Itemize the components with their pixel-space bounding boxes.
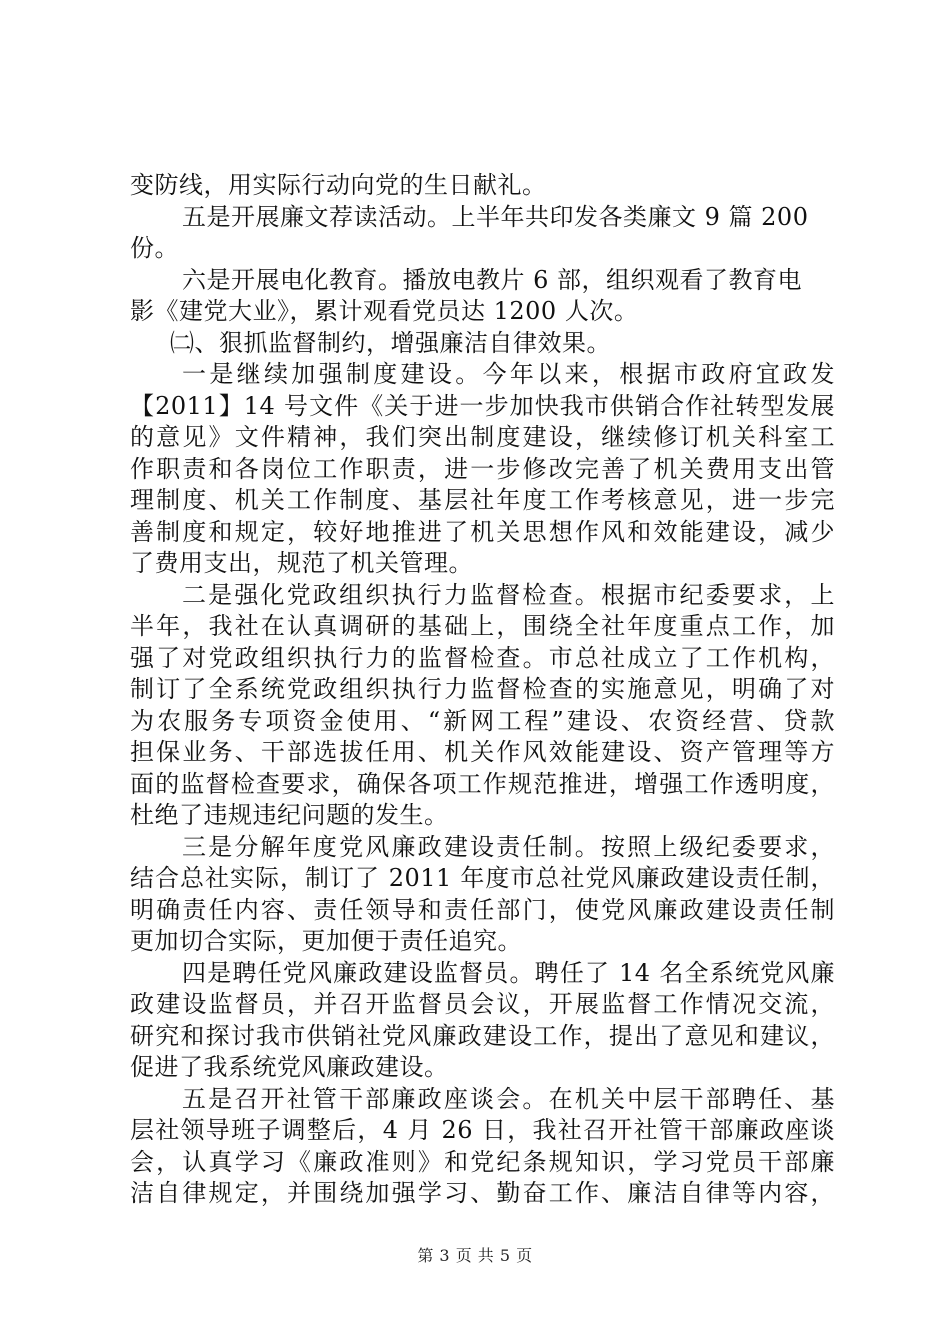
text-line: 【2011】14 号文件《关于进一步加快我市供销合作社转型发展 [130, 391, 835, 420]
text-line: 制订了全系统党政组织执行力监督检查的实施意见，明确了对 [130, 675, 835, 703]
text-line: 二是强化党政组织执行力监督检查。根据市纪委要求，上 [182, 580, 835, 609]
text-line: 善制度和规定，较好地推进了机关思想作风和效能建设，减少 [130, 517, 835, 546]
page-footer: 第 3 页 共 5 页 [417, 1246, 533, 1265]
text-line: 层社领导班子调整后，4 月 26 日，我社召开社管干部廉政座谈 [130, 1116, 835, 1144]
text-line: 明确责任内容、责任领导和责任部门，使党风廉政建设责任制 [130, 895, 835, 924]
text-line: 更加切合实际，更加便于责任追究。 [130, 927, 522, 955]
text-line: 变防线，用实际行动向党的生日献礼。 [130, 171, 547, 199]
text-line: 洁自律规定，并围绕加强学习、勤奋工作、廉洁自律等内容， [130, 1179, 835, 1207]
text-line: 了费用支出，规范了机关管理。 [130, 549, 473, 577]
text-line: 为农服务专项资金使用、“新网工程”建设、农资经营、贷款 [130, 706, 835, 735]
text-line: 三是分解年度党风廉政建设责任制。按照上级纪委要求， [182, 832, 835, 861]
text-line: 促进了我系统党风廉政建设。 [130, 1053, 449, 1081]
text-line: 研究和探讨我市供销社党风廉政建设工作，提出了意见和建议， [130, 1021, 835, 1050]
text-line: 份。 [130, 234, 179, 262]
text-line: ㈡、狠抓监督制约，增强廉洁自律效果。 [170, 328, 611, 357]
text-line: 面的监督检查要求，确保各项工作规范推进，增强工作透明度， [130, 769, 835, 798]
text-line: 强了对党政组织执行力的监督检查。市总社成立了工作机构， [130, 643, 835, 672]
text-line: 一是继续加强制度建设。今年以来，根据市政府宜政发 [182, 360, 835, 388]
text-line: 的意见》文件精神，我们突出制度建设，继续修订机关科室工 [130, 423, 835, 451]
text-line: 四是聘任党风廉政建设监督员。聘任了 14 名全系统党风廉 [182, 958, 835, 987]
text-line: 影《建党大业》，累计观看党员达 1200 人次。 [130, 297, 639, 325]
text-line: 结合总社实际，制订了 2011 年度市总社党风廉政建设责任制， [130, 864, 835, 892]
text-line: 半年，我社在认真调研的基础上，围绕全社年度重点工作，加 [130, 612, 835, 640]
text-line: 杜绝了违规违纪问题的发生。 [130, 801, 449, 829]
document-body [130, 170, 835, 1210]
text-line: 政建设监督员，并召开监督员会议，开展监督工作情况交流， [130, 990, 835, 1018]
text-line: 五是开展廉文荐读活动。上半年共印发各类廉文 9 篇 200 [182, 202, 809, 231]
text-line: 六是开展电化教育。播放电教片 6 部，组织观看了教育电 [182, 265, 803, 294]
text-line: 会，认真学习《廉政准则》和党纪条规知识，学习党员干部廉 [130, 1147, 835, 1176]
text-line: 五是召开社管干部廉政座谈会。在机关中层干部聘任、基 [182, 1084, 835, 1113]
text-line: 作职责和各岗位工作职责，进一步修改完善了机关费用支出管 [130, 454, 835, 483]
text-line: 担保业务、干部选拔任用、机关作风效能建设、资产管理等方 [130, 738, 835, 766]
text-line: 理制度、机关工作制度、基层社年度工作考核意见，进一步完 [130, 486, 835, 514]
